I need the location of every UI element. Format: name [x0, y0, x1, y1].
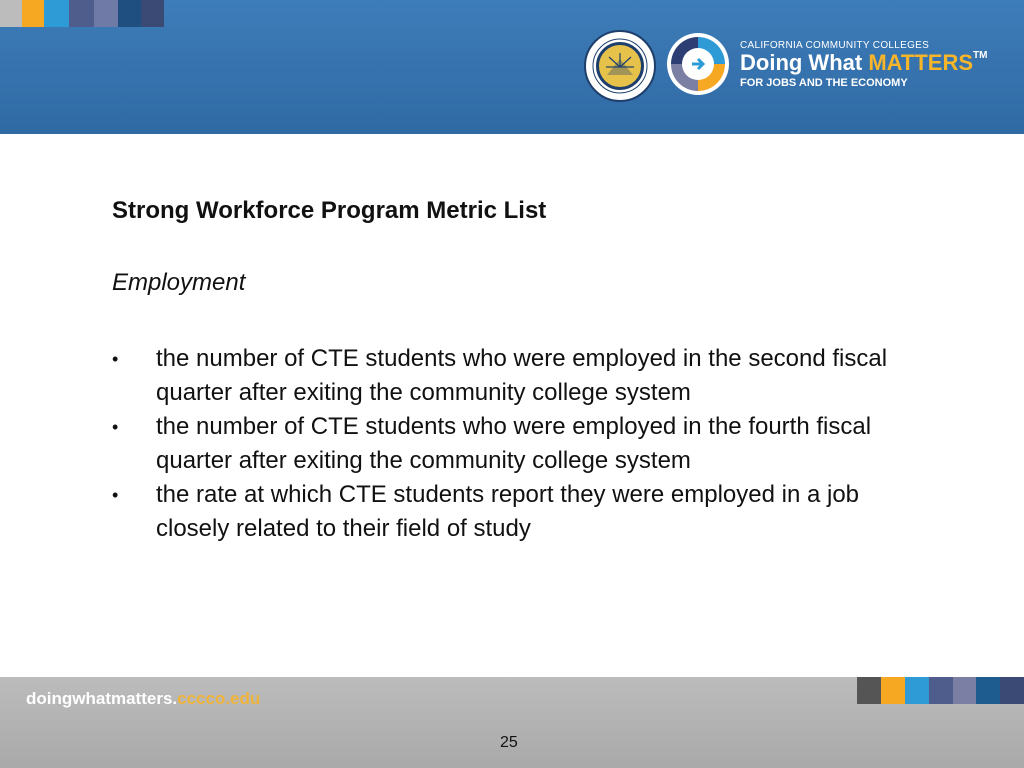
slide-title: Strong Workforce Program Metric List	[112, 197, 547, 224]
bullet-icon: •	[112, 417, 119, 437]
footer-swatch-7	[1000, 677, 1024, 704]
brand-trademark: TM	[973, 50, 988, 61]
brand-sub-line: FOR JOBS AND THE ECONOMY	[740, 77, 908, 89]
footer-swatch-4	[929, 677, 953, 704]
brand-top-line: CALIFORNIA COMMUNITY COLLEGES	[740, 40, 930, 51]
swatch-6	[118, 0, 141, 27]
bullet-text: the number of CTE students who were employed in the fourth fiscal quarter after exiting the community college system	[156, 413, 872, 474]
bullet-item	[112, 410, 932, 478]
swatch-7	[141, 0, 164, 27]
swatch-1	[0, 0, 22, 27]
footer-swatch-5	[953, 677, 976, 704]
page-number: 25	[500, 734, 518, 751]
header-band	[0, 0, 1024, 134]
footer-swatch-6	[976, 677, 1000, 704]
swatch-5	[94, 0, 118, 27]
footer-url-link[interactable]	[26, 689, 260, 709]
bullet-item	[112, 478, 932, 546]
footer-url-domain: cccco.edu	[177, 689, 261, 708]
brand-title	[740, 50, 987, 76]
footer-swatch-2	[881, 677, 905, 704]
swatch-4	[69, 0, 94, 27]
brand-title-part1: Doing What	[740, 50, 869, 75]
footer-url-part1: doingwhatmatters.	[26, 689, 178, 708]
brand-title-matters: MATTERS	[868, 50, 974, 75]
bullet-item	[112, 342, 932, 410]
doing-what-matters-logo-icon	[666, 32, 730, 96]
section-heading: Employment	[112, 269, 246, 296]
swatch-3	[44, 0, 69, 27]
bullet-icon: •	[112, 349, 119, 369]
swatch-2	[22, 0, 44, 27]
metric-bullet-list	[112, 342, 932, 546]
bullet-text: the number of CTE students who were employed in the second fiscal quarter after exiting the community college system	[156, 345, 888, 406]
bullet-text: the rate at which CTE students report they were employed in a job closely related to their field of study	[156, 481, 860, 542]
footer-swatch-3	[905, 677, 929, 704]
seal-sun-icon	[596, 42, 644, 90]
ccc-seal-logo	[584, 30, 656, 102]
bullet-icon: •	[112, 485, 119, 505]
footer-swatch-1	[857, 677, 881, 704]
